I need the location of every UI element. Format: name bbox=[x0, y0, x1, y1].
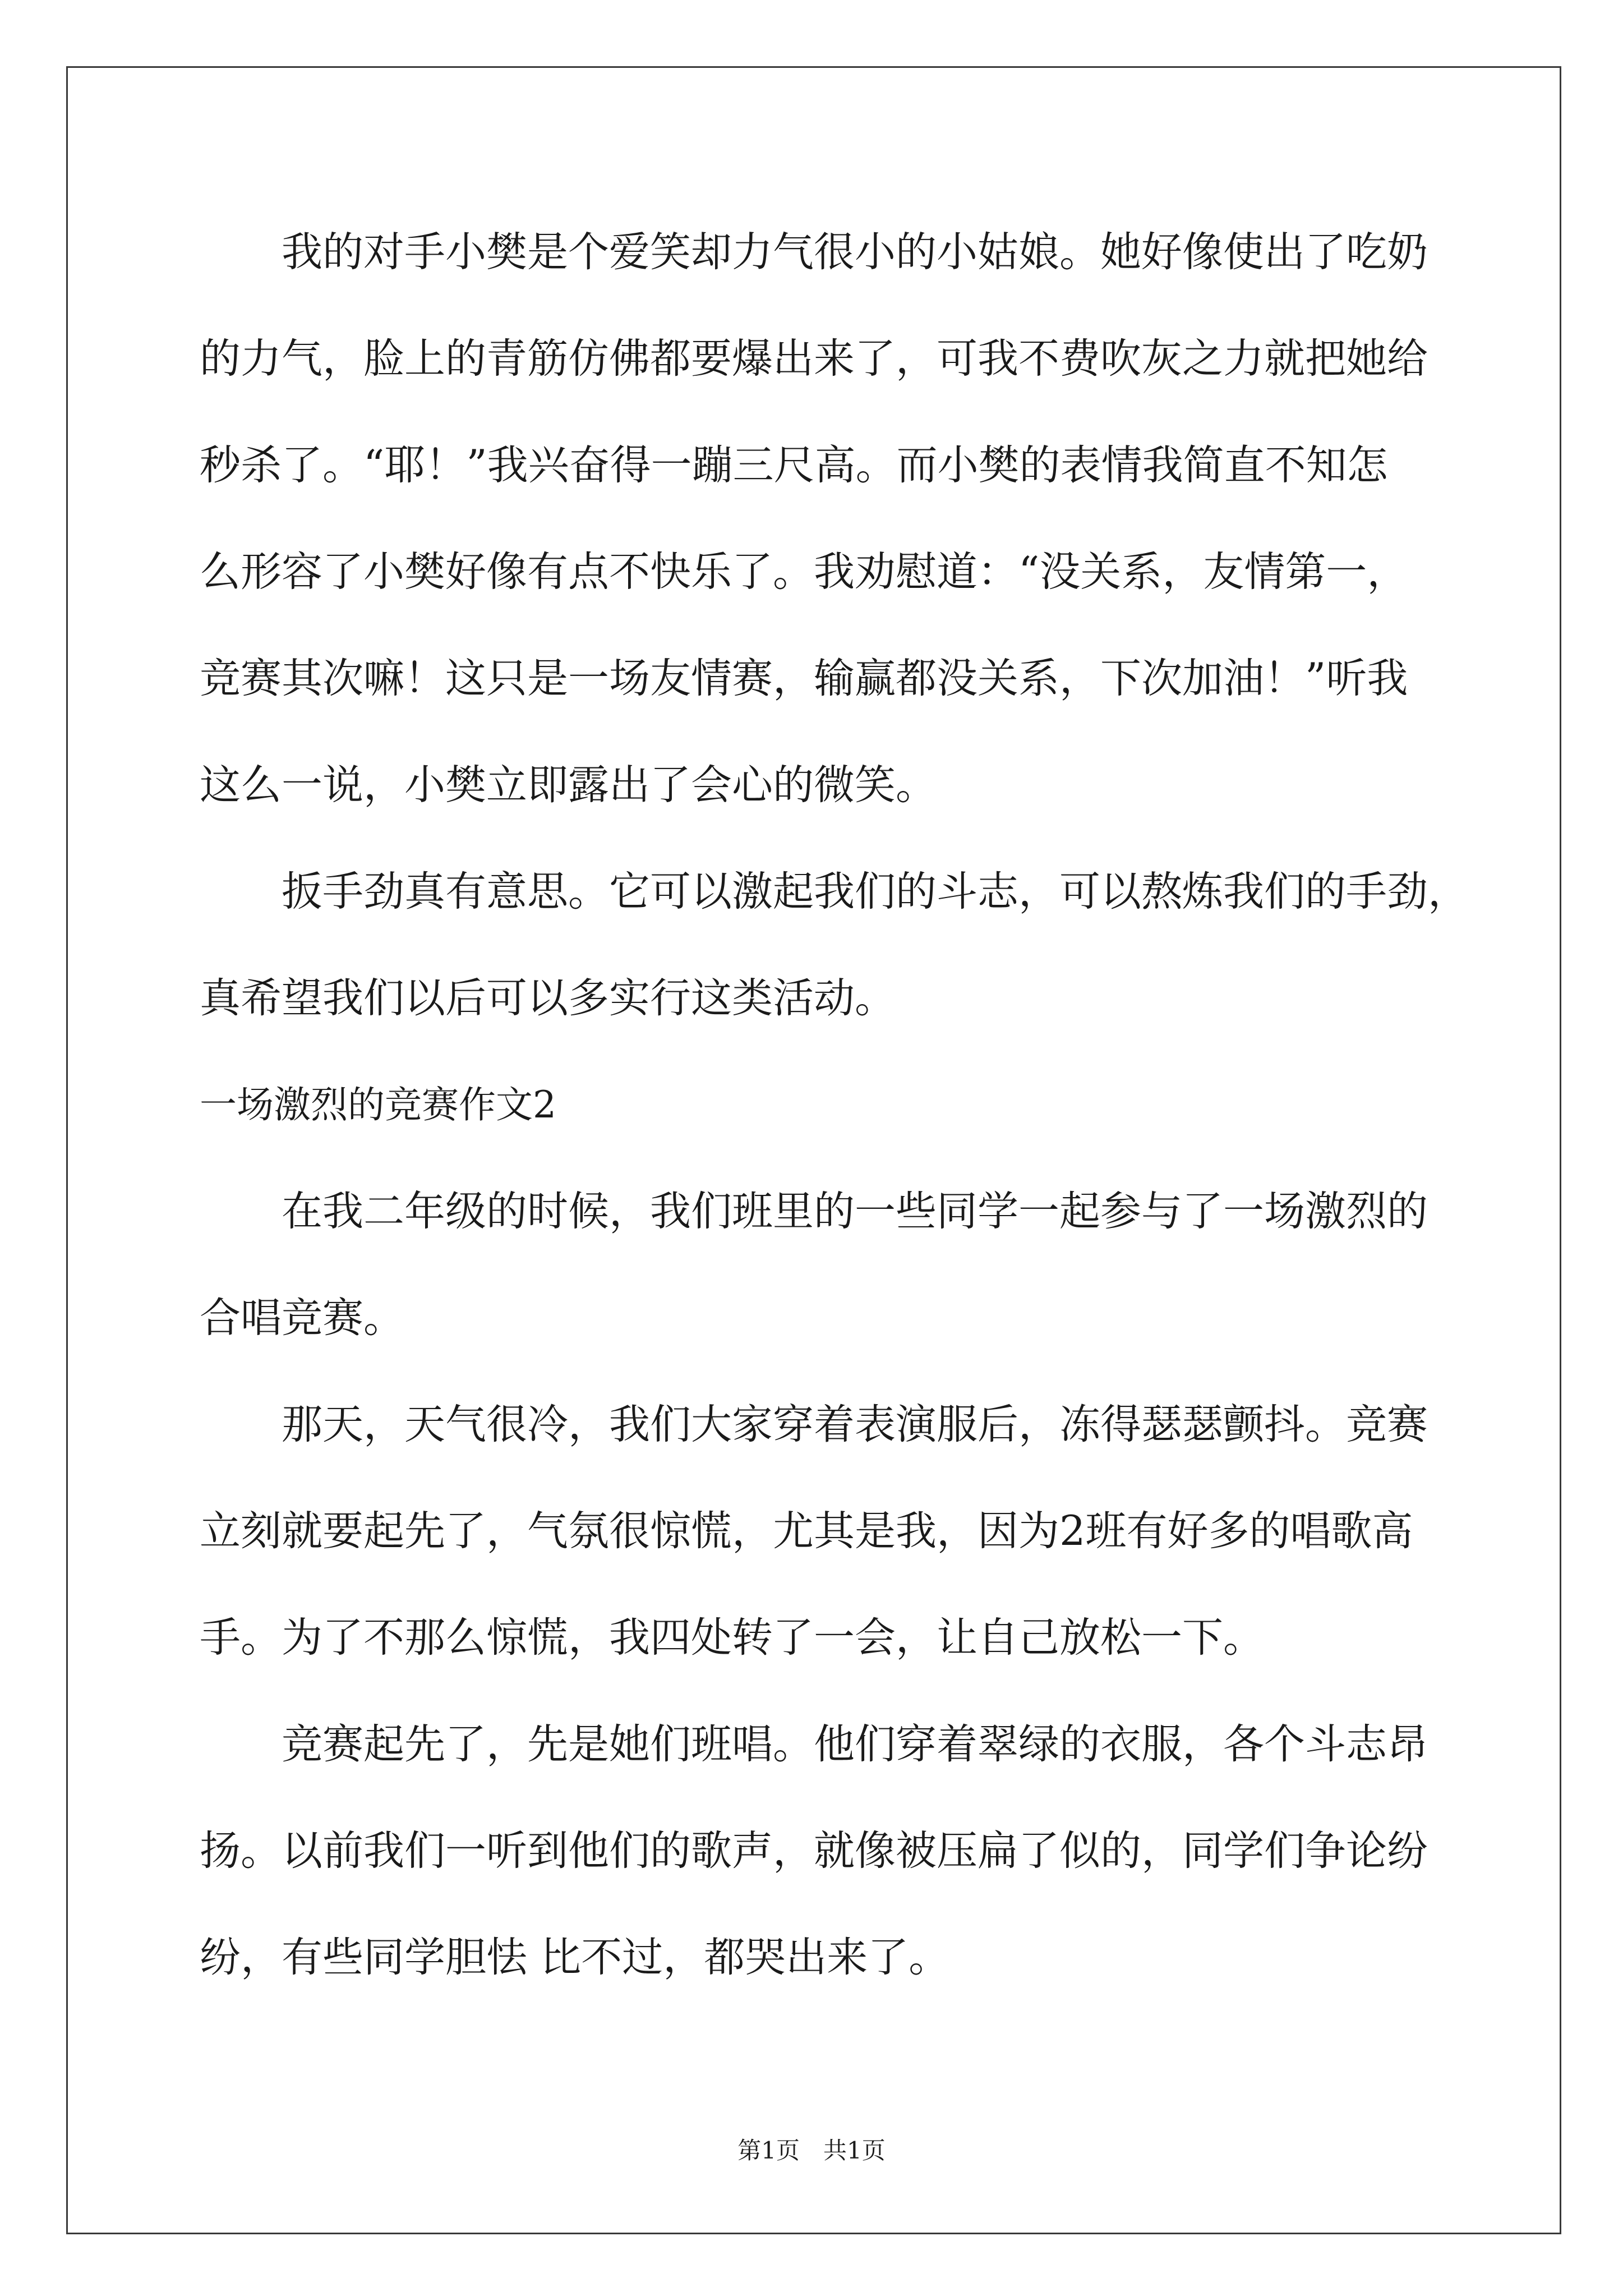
text-line: 手。为了不那么惊慌，我四处转了一会，让自己放松一下。 bbox=[200, 1614, 1264, 1662]
text-line: 在我二年级的时候，我们班里的一些同学一起参与了一场激烈的 bbox=[282, 1188, 1428, 1235]
text-line: 这么一说，小樊立即露出了会心的微笑。 bbox=[200, 761, 937, 809]
text-line: 立刻就要起先了，气氛很惊慌，尤其是我，因为2班有好多的唱歌高 bbox=[200, 1507, 1413, 1555]
text-line: 竞赛起先了，先是她们班唱。他们穿着翠绿的衣服，各个斗志昂 bbox=[282, 1720, 1428, 1768]
paragraph bbox=[200, 839, 1523, 1052]
section-heading: 一场激烈的竞赛作文2 bbox=[200, 1083, 556, 1126]
text-line: 纷，有些同学胆怯 比不过，都哭出来了。 bbox=[200, 1934, 950, 1981]
text-line: 么形容了小樊好像有点不快乐了。我劝慰道：“没关系，友情第一， bbox=[200, 548, 1408, 596]
text-line: 合唱竞赛。 bbox=[200, 1294, 404, 1342]
paragraph bbox=[200, 1691, 1523, 2011]
text-line: 扬。以前我们一听到他们的歌声，就像被压扁了似的，同学们争论纷 bbox=[200, 1827, 1428, 1875]
page-footer: 第1页 共1页 bbox=[737, 2137, 886, 2164]
text-line: 竞赛其次嘛！这只是一场友情赛，输赢都没关系，下次加油！”听我 bbox=[200, 655, 1408, 702]
text-line: 我的对手小樊是个爱笑却力气很小的小姑娘。她好像使出了吃奶 bbox=[282, 228, 1428, 276]
paragraph bbox=[200, 199, 1523, 839]
document-body bbox=[200, 199, 1523, 2011]
text-line: 那天，天气很冷，我们大家穿着表演服后，冻得瑟瑟颤抖。竞赛 bbox=[282, 1401, 1428, 1448]
text-line: 秒杀了。“耶！”我兴奋得一蹦三尺高。而小樊的表情我简直不知怎 bbox=[200, 441, 1388, 489]
paragraph bbox=[200, 1372, 1523, 1691]
text-line: 扳手劲真有意思。它可以激起我们的斗志，可以熬炼我们的手劲， bbox=[282, 868, 1469, 915]
text-line: 真希望我们以后可以多实行这类活动。 bbox=[200, 974, 896, 1022]
paragraph bbox=[200, 1158, 1523, 1372]
text-line: 的力气，脸上的青筋仿佛都要爆出来了，可我不费吹灰之力就把她给 bbox=[200, 335, 1428, 383]
